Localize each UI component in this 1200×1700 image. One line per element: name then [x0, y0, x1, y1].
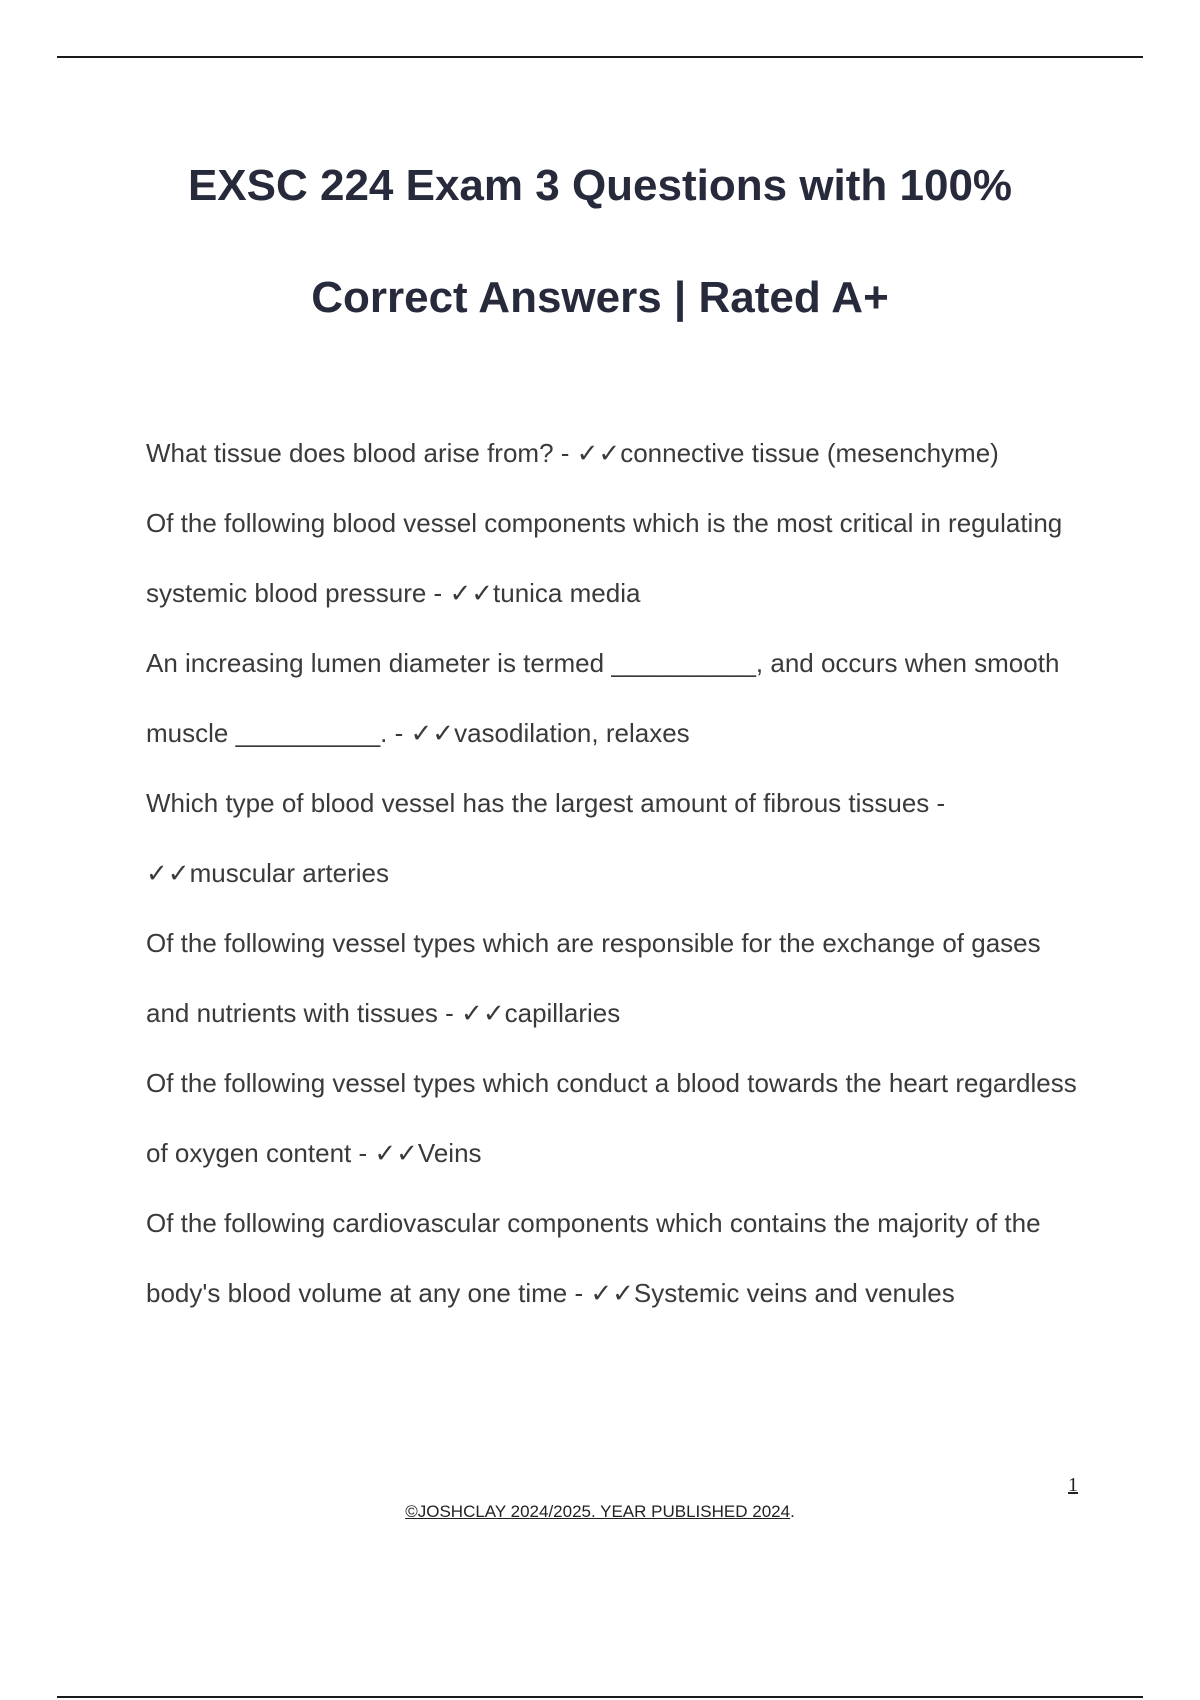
- qa-list: [146, 418, 1086, 1328]
- page-number: 1: [1068, 1474, 1078, 1496]
- qa-item: Of the following blood vessel components which is the most critical in regulating systemic blood pressure - ✓✓tunica media: [146, 508, 1063, 608]
- title-line-1: EXSC 224 Exam 3 Questions with 100%: [187, 161, 1013, 210]
- footer-copyright: ©JOSHCLAY 2024/2025. YEAR PUBLISHED 2024: [405, 1502, 791, 1521]
- document-title: [100, 130, 1100, 354]
- top-rule: [57, 56, 1143, 58]
- title-line-2: Correct Answers | Rated A+: [311, 273, 889, 322]
- qa-item: Which type of blood vessel has the largest amount of fibrous tissues - ✓✓muscular arteries: [146, 788, 946, 888]
- qa-item: What tissue does blood arise from? - ✓✓connective tissue (mesenchyme): [146, 438, 999, 468]
- footer-period: .: [790, 1502, 795, 1521]
- qa-item: Of the following cardiovascular components which contains the majority of the body's blood volume at any one time - ✓✓Systemic veins and venules: [146, 1208, 1041, 1308]
- qa-item: Of the following vessel types which conduct a blood towards the heart regardless of oxygen content - ✓✓Veins: [146, 1068, 1077, 1168]
- bottom-rule: [57, 1696, 1143, 1698]
- qa-item: Of the following vessel types which are responsible for the exchange of gases and nutrients with tissues - ✓✓capillaries: [146, 928, 1041, 1028]
- qa-item: An increasing lumen diameter is termed __________, and occurs when smooth muscle __________. - ✓✓vasodilation, relaxes: [146, 648, 1060, 748]
- footer: [0, 1502, 1200, 1522]
